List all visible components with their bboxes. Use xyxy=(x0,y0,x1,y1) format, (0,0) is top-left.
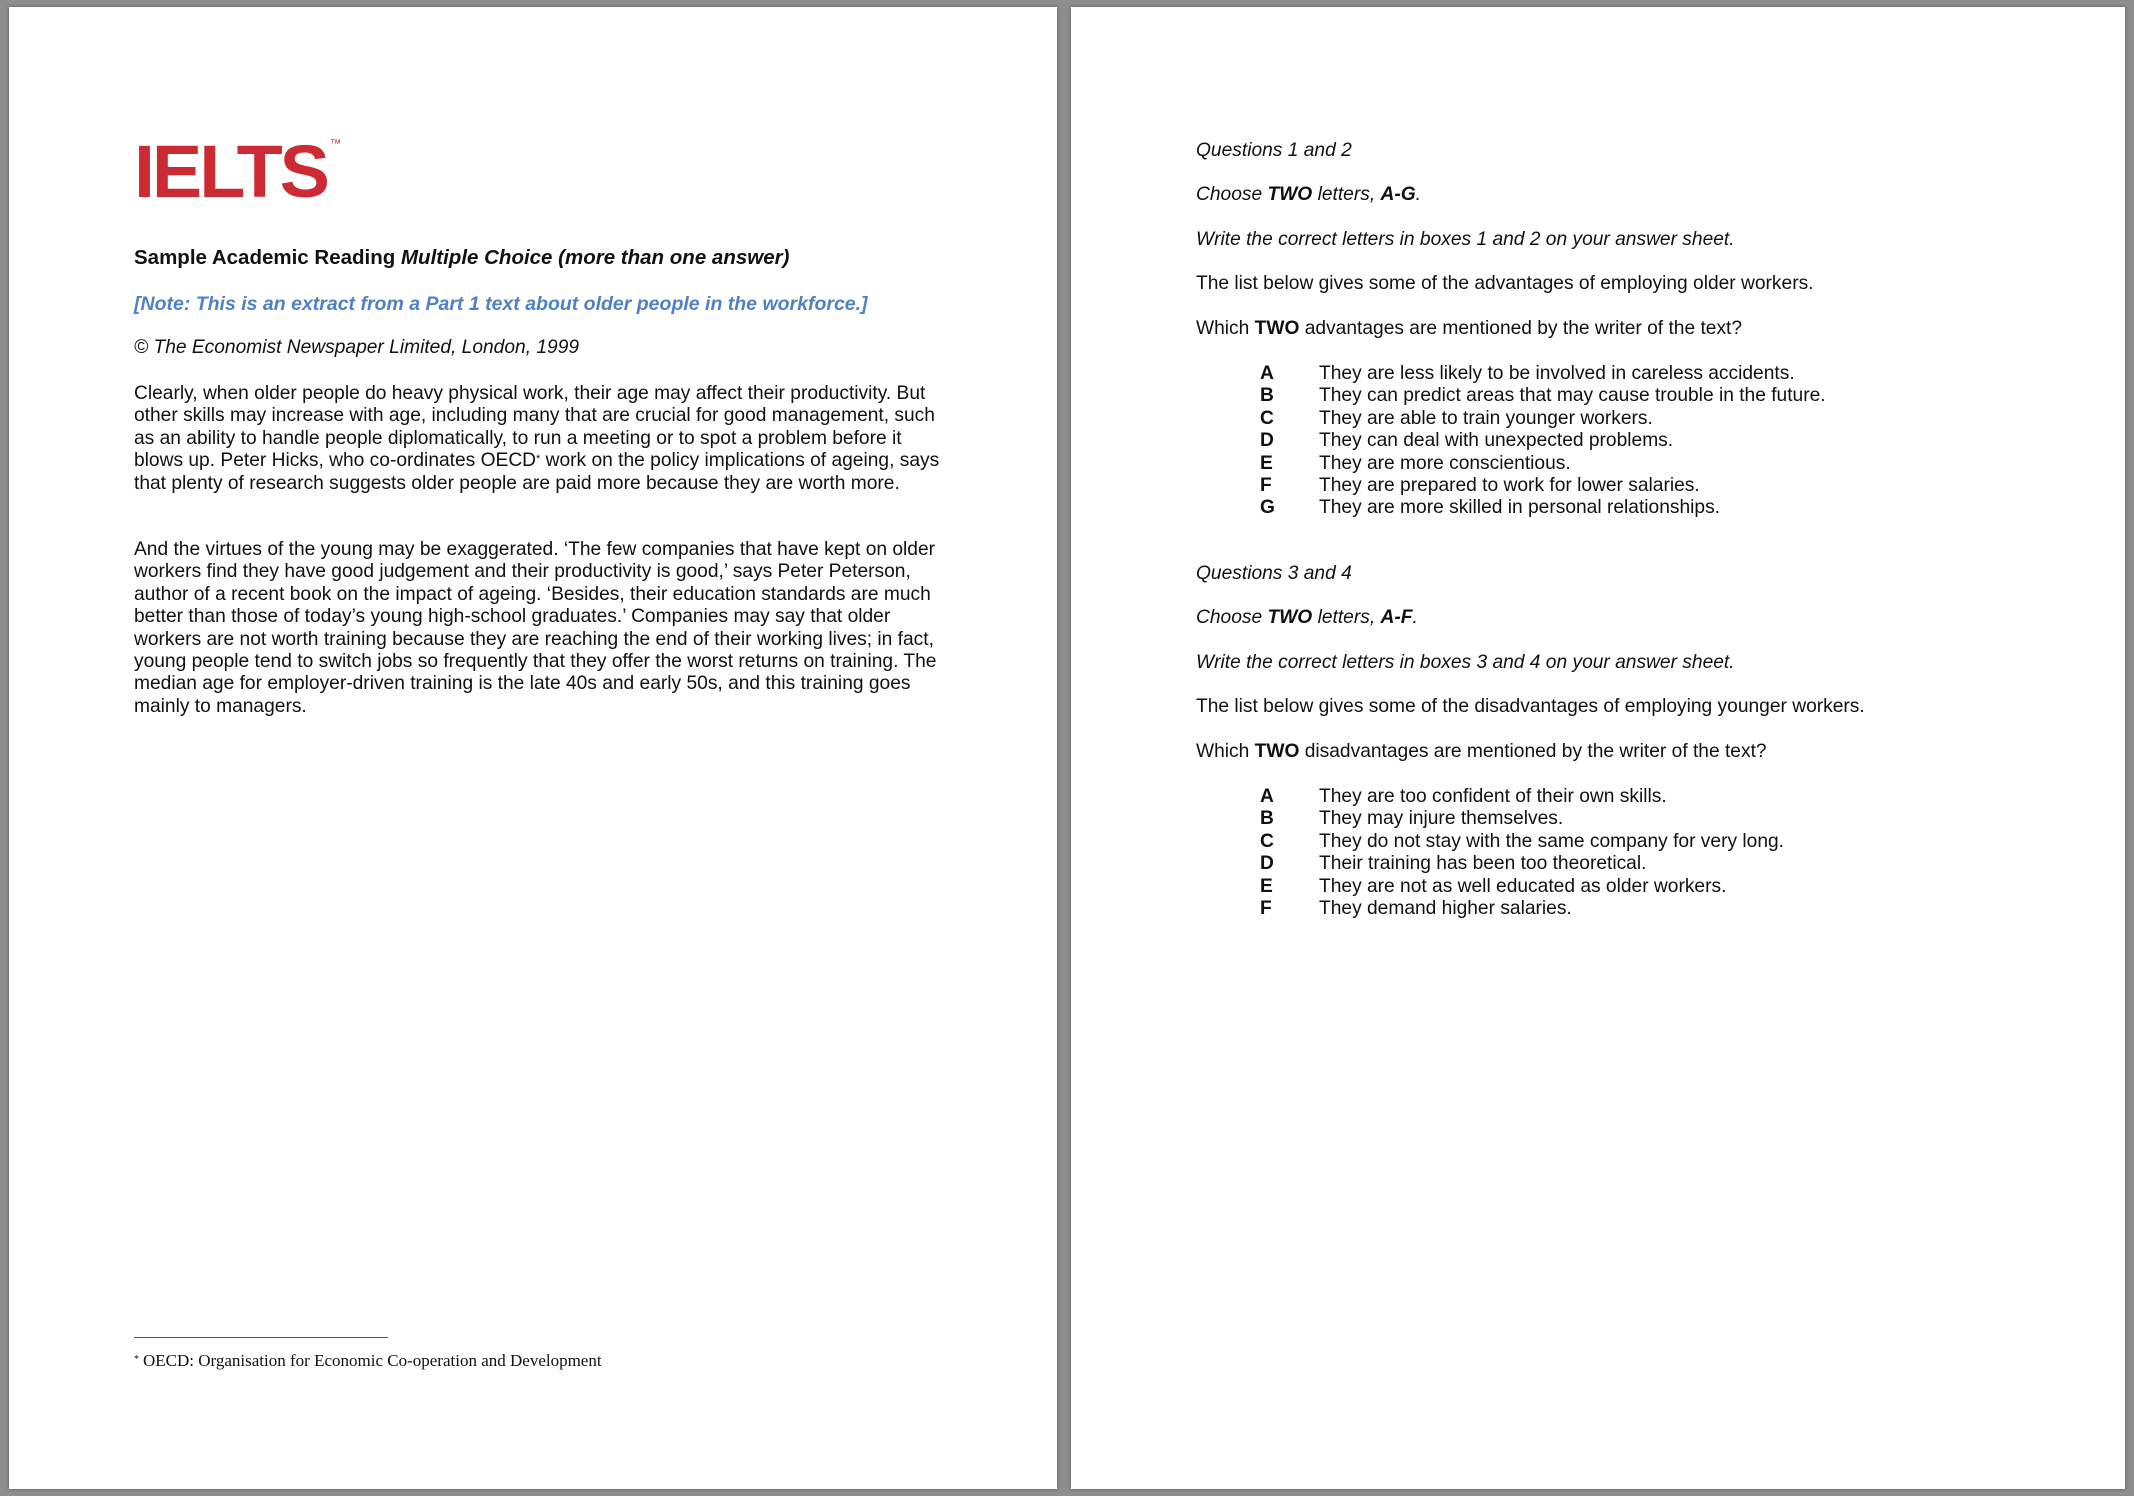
option-letter: F xyxy=(1260,474,1272,496)
option-letter: E xyxy=(1260,452,1273,474)
option-text: Their training has been too theoretical. xyxy=(1319,853,1647,875)
option-item xyxy=(1259,408,2019,430)
option-text: They are able to train younger workers. xyxy=(1319,407,1653,429)
option-item xyxy=(1259,786,2019,808)
questions-1-2-intro: The list below gives some of the advantages of employing older workers. xyxy=(1196,273,1814,294)
questions-1-2-options xyxy=(1259,363,2019,520)
option-text: They are too confident of their own skills. xyxy=(1319,786,1667,807)
option-item xyxy=(1259,385,2019,407)
questions-3-4-instruction xyxy=(1196,607,1418,629)
questions-1-2-title: Questions 1 and 2 xyxy=(1196,140,1352,161)
questions-3-4-intro: The list below gives some of the disadvantages of employing younger workers. xyxy=(1196,696,1865,717)
option-text: They demand higher salaries. xyxy=(1319,897,1572,919)
instr-text: letters, xyxy=(1312,607,1381,628)
footnote-text: OECD: Organisation for Economic Co-operation and Development xyxy=(143,1351,602,1370)
extract-note: [Note: This is an extract from a Part 1 text about older people in the workforce.] xyxy=(134,293,868,315)
prompt-bold: TWO xyxy=(1254,741,1300,762)
passage-paragraph-1 xyxy=(134,383,942,495)
option-letter: A xyxy=(1260,363,1274,384)
questions-3-4-answer-sheet-note: Write the correct letters in boxes 3 and 4 on your answer sheet. xyxy=(1196,652,1735,673)
option-item xyxy=(1259,430,2019,452)
option-letter: E xyxy=(1260,875,1273,897)
option-letter: C xyxy=(1260,407,1274,429)
option-item xyxy=(1259,898,2019,920)
option-letter: C xyxy=(1260,830,1274,852)
document-page-right xyxy=(1071,7,2125,1489)
questions-1-2-prompt xyxy=(1196,318,1742,340)
footnote-reference: * xyxy=(536,453,541,466)
passage-paragraph-2: And the virtues of the young may be exaggerated. ‘The few companies that have kept on older workers find they have good judgement and their productivity is good,’ says Peter Peterson, author of a recent book on the impact of ageing. ‘Besides, their education standards are much better than those of today’s young high-school graduates.’ Companies may say that older workers are not worth training because they are reaching the end of their working lives; in fact, young people tend to switch jobs so frequently that they offer the worst returns on training. The median age for employer-driven training is the late 40s and early 50s, and this training goes mainly to managers. xyxy=(134,539,937,717)
copyright-line: © The Economist Newspaper Limited, London, 1999 xyxy=(134,337,580,358)
ielts-logo xyxy=(134,130,342,213)
prompt-text: advantages are mentioned by the writer of the text? xyxy=(1299,318,1743,339)
questions-1-2-instruction xyxy=(1196,184,1421,206)
footnote xyxy=(134,1351,602,1371)
document-page-left xyxy=(9,7,1057,1489)
questions-3-4-prompt xyxy=(1196,741,1767,763)
prompt-text: Which xyxy=(1196,741,1255,762)
option-letter: A xyxy=(1260,786,1274,807)
prompt-bold: TWO xyxy=(1254,318,1300,339)
para1-text-cont: work on the policy implications of ageing, says that plenty of research suggests older people are paid more because they are worth more. xyxy=(134,450,940,494)
questions-3-4-options xyxy=(1259,786,2019,920)
option-item xyxy=(1259,363,2019,385)
option-letter: B xyxy=(1260,385,1274,407)
instr-range: A-F xyxy=(1380,607,1413,628)
option-item xyxy=(1259,453,2019,475)
option-letter: D xyxy=(1260,430,1274,452)
page-heading xyxy=(134,247,789,269)
option-item xyxy=(1259,497,2019,519)
option-text: They can predict areas that may cause trouble in the future. xyxy=(1319,385,1826,407)
option-text: They do not stay with the same company for very long. xyxy=(1319,830,1784,852)
footnote-mark: * xyxy=(134,1354,139,1365)
option-item xyxy=(1259,808,2019,830)
option-letter: F xyxy=(1260,897,1272,919)
option-letter: G xyxy=(1260,497,1275,519)
trademark-symbol: ™ xyxy=(330,138,342,150)
option-item xyxy=(1259,876,2019,898)
instr-bold: TWO xyxy=(1267,607,1313,628)
prompt-text: disadvantages are mentioned by the writer of the text? xyxy=(1299,741,1767,762)
instr-bold: TWO xyxy=(1267,184,1313,205)
instr-text: letters, xyxy=(1312,184,1381,205)
logo-text: IELTS xyxy=(134,130,327,213)
option-item xyxy=(1259,831,2019,853)
instr-text: . xyxy=(1412,607,1418,628)
option-text: They may injure themselves. xyxy=(1319,808,1564,830)
option-item xyxy=(1259,475,2019,497)
instr-range: A-G xyxy=(1380,184,1416,205)
option-text: They are less likely to be involved in careless accidents. xyxy=(1319,363,1795,384)
questions-3-4-title: Questions 3 and 4 xyxy=(1196,563,1352,584)
option-text: They are more conscientious. xyxy=(1319,452,1571,474)
questions-1-2-answer-sheet-note: Write the correct letters in boxes 1 and 2 on your answer sheet. xyxy=(1196,229,1735,250)
prompt-text: Which xyxy=(1196,318,1255,339)
option-text: They are not as well educated as older workers. xyxy=(1319,875,1727,897)
para1-text: Clearly, when older people do heavy physical work, their age may affect their productivity. But other skills may increase with age, including many that are crucial for good management, such as an ability to handle people diplomatically, to run a meeting or to spot a problem before it blows up. Peter Hicks, who co-ordinates OECD xyxy=(134,383,935,472)
option-letter: D xyxy=(1260,853,1274,875)
heading-italic: Multiple Choice (more than one answer) xyxy=(400,246,790,269)
heading-plain: Sample Academic Reading xyxy=(134,246,401,269)
option-item xyxy=(1259,853,2019,875)
option-text: They are prepared to work for lower salaries. xyxy=(1319,474,1700,496)
option-text: They can deal with unexpected problems. xyxy=(1319,430,1674,452)
instr-text: Choose xyxy=(1196,607,1268,628)
instr-text: Choose xyxy=(1196,184,1268,205)
instr-text: . xyxy=(1415,184,1421,205)
option-text: They are more skilled in personal relationships. xyxy=(1319,497,1720,519)
option-letter: B xyxy=(1260,808,1274,830)
footnote-divider xyxy=(134,1337,388,1338)
